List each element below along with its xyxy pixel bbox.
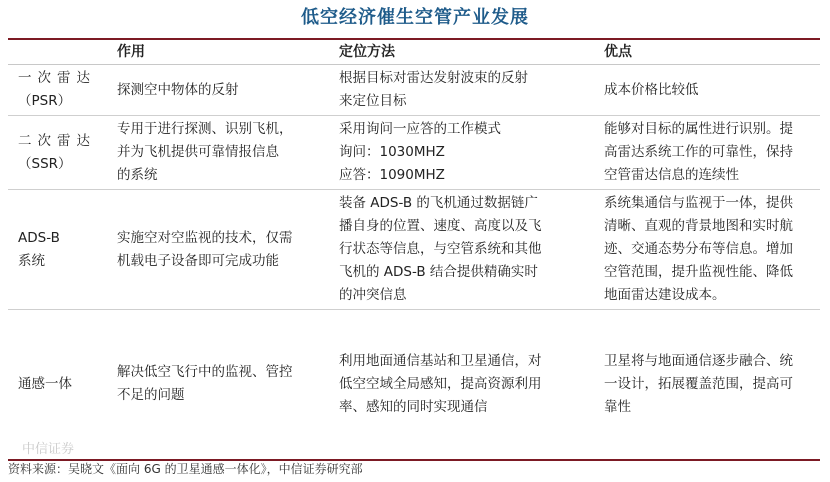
method-line: 采用询问一应答的工作模式: [339, 121, 501, 137]
row-role: [109, 65, 331, 116]
row-advantage: [596, 65, 820, 116]
role-line: 并为飞机提供可靠情报信息: [117, 144, 279, 160]
header-method: 定位方法: [331, 39, 596, 65]
method-line: 行状态等信息，与空管系统和其他: [339, 241, 542, 257]
row-method: [331, 65, 596, 116]
header-advantage: 优点: [596, 39, 820, 65]
role-line: 实施空对空监视的技术，仅需: [117, 229, 293, 246]
name-line: 二次雷达: [18, 132, 90, 149]
name-line: ADS-B: [18, 229, 60, 246]
row-advantage: [596, 310, 820, 460]
role-line: 专用于进行探测、识别飞机，: [117, 121, 293, 137]
header-role: 作用: [109, 39, 331, 65]
method-line: 低空空域全局感知，提高资源利用: [339, 375, 542, 392]
table-title: 低空经济催生空管产业发展: [301, 7, 529, 28]
advantage-line: 清晰、直观的背景地图和实时航: [604, 218, 793, 234]
row-role: [109, 310, 331, 460]
row-advantage: [596, 116, 820, 190]
row-name: [8, 116, 109, 190]
source-note: 资料来源：吴晓文《面向 6G 的卫星通感一体化》，中信证券研究部: [8, 462, 363, 476]
advantage-line: 成本价格比较低: [604, 81, 699, 98]
method-line: 的冲突信息: [339, 287, 407, 303]
advantage-line: 能够对目标的属性进行识别。提: [604, 121, 793, 137]
row-role: [109, 190, 331, 310]
comparison-table: [8, 38, 820, 461]
method-line: 来定位目标: [339, 93, 407, 109]
row-name: [8, 310, 109, 460]
row-advantage: [596, 190, 820, 310]
header-empty: [8, 39, 109, 65]
method-line: 装备 ADS-B 的飞机通过数据链广: [339, 195, 538, 211]
role-line: 的系统: [117, 167, 158, 183]
method-line: 应答：1090MHZ: [339, 167, 445, 183]
row-name: [8, 190, 109, 310]
row-role: [109, 116, 331, 190]
advantage-line: 空管范围，提升监视性能、降低: [604, 264, 793, 280]
table-row: [8, 116, 820, 190]
name-line: （SSR）: [18, 155, 72, 172]
advantage-line: 地面雷达建设成本。: [604, 287, 726, 303]
role-line: 机载电子设备即可完成功能: [117, 252, 279, 269]
advantage-line: 空管雷达信息的连续性: [604, 167, 739, 183]
row-method: [331, 190, 596, 310]
table-row: [8, 190, 820, 310]
name-line: 一次雷达: [18, 70, 90, 86]
role-line: 不足的问题: [117, 387, 185, 404]
advantage-line: 迹、交通态势分布等信息。增加: [604, 241, 793, 257]
advantage-line: 卫星将与地面通信逐步融合、统: [604, 352, 793, 369]
role-line: 解决低空飞行中的监视、管控: [117, 364, 293, 381]
method-line: 根据目标对雷达发射波束的反射: [339, 70, 528, 86]
name-line: （PSR）: [18, 93, 72, 109]
method-line: 飞机的 ADS-B 结合提供精确实时: [339, 264, 538, 280]
method-line: 利用地面通信基站和卫星通信，对: [339, 352, 542, 369]
table-row: [8, 310, 820, 460]
table-row: [8, 65, 820, 116]
row-name: [8, 65, 109, 116]
name-line: 通感一体: [18, 375, 72, 392]
advantage-line: 系统集通信与监视于一体，提供: [604, 195, 793, 211]
method-line: 询问：1030MHZ: [339, 144, 445, 160]
role-line: 探测空中物体的反射: [117, 81, 239, 98]
advantage-line: 一设计，拓展覆盖范围，提高可: [604, 375, 793, 392]
table-header-row: [8, 39, 820, 65]
advantage-line: 高雷达系统工作的可靠性，保持: [604, 144, 793, 160]
advantage-line: 靠性: [604, 398, 631, 415]
watermark-text: 中信证券: [22, 442, 75, 457]
row-method: [331, 116, 596, 190]
name-line: 系统: [18, 252, 45, 269]
method-line: 率、感知的同时实现通信: [339, 398, 488, 415]
method-line: 播自身的位置、速度、高度以及飞: [339, 218, 542, 234]
row-method: [331, 310, 596, 460]
